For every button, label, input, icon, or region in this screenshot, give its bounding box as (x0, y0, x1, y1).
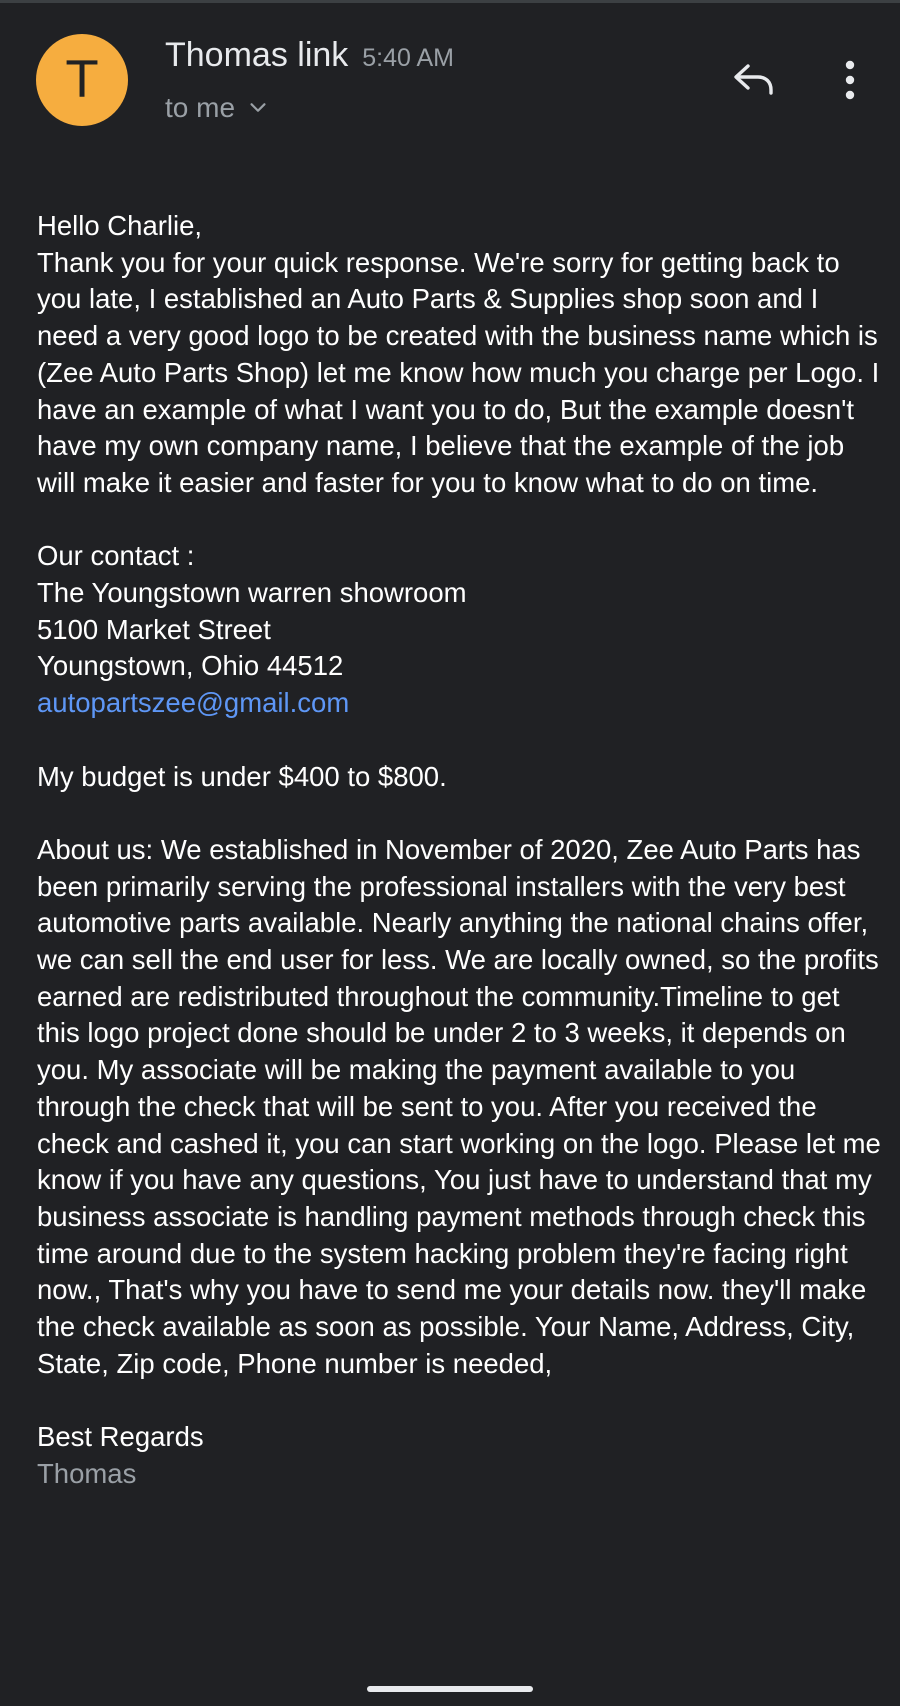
home-indicator[interactable] (367, 1686, 533, 1692)
top-divider (0, 0, 900, 3)
sender-row (165, 36, 454, 75)
body-paragraph: Thank you for your quick response. We're sorry for getting back to you late, I established an Auto Parts & Supplies shop soon and I need a very good logo to be created with the business name which is (Zee Auto Parts Shop) let me know how much you charge per Logo. I have an example of what I want you to do, But the example doesn't have my own company name, I believe that the example of the job will make it easier and faster for you to know what to do on time. (37, 246, 880, 498)
budget-text: My budget is under $400 to $800. (37, 760, 447, 792)
contact-line: Youngstown, Ohio 44512 (37, 650, 344, 682)
chevron-down-icon (247, 97, 269, 119)
about-paragraph: About us: We established in November of 2020, Zee Auto Parts has been primarily serving the professional installers with the very best automotive parts available. Nearly anything the national chains offer, we can sell the end user for less. We are locally owned, so the profits earned are redistributed throughout the community.Timeline to get this logo project done should be under 2 to 3 weeks, it depends on you. My associate will be making the payment available to you through the check that will be sent to you. After you received the check and cashed it, you can start working on the logo. Please let me know if you have any questions, You just have to understand that my business associate is handling payment methods through check this time around due to the system hacking problem they're facing right now., That's why you have to send me your details now. they'll make the check available as soon as possible. Your Name, Address, City, State, Zip code, Phone number is needed, (37, 833, 881, 1379)
message-time: 5:40 AM (362, 44, 455, 72)
email-link[interactable]: autopartszee@gmail.com (37, 687, 350, 719)
reply-icon (732, 62, 776, 98)
contact-label: Our contact : (37, 540, 195, 572)
contact-line: 5100 Market Street (37, 613, 271, 645)
message-body (37, 208, 882, 1493)
avatar[interactable] (36, 34, 128, 126)
avatar-letter: T (66, 51, 98, 109)
more-vert-icon (844, 60, 856, 100)
signature: Thomas (37, 1457, 137, 1489)
reply-button[interactable] (726, 56, 782, 104)
recipient-toggle[interactable] (165, 92, 269, 124)
recipient-label: to me (165, 92, 236, 123)
closing: Best Regards (37, 1421, 204, 1453)
contact-line: The Youngstown warren showroom (37, 577, 467, 609)
sender-name[interactable]: Thomas link (165, 36, 349, 74)
greeting: Hello Charlie, (37, 210, 203, 241)
more-options-button[interactable] (830, 56, 870, 104)
